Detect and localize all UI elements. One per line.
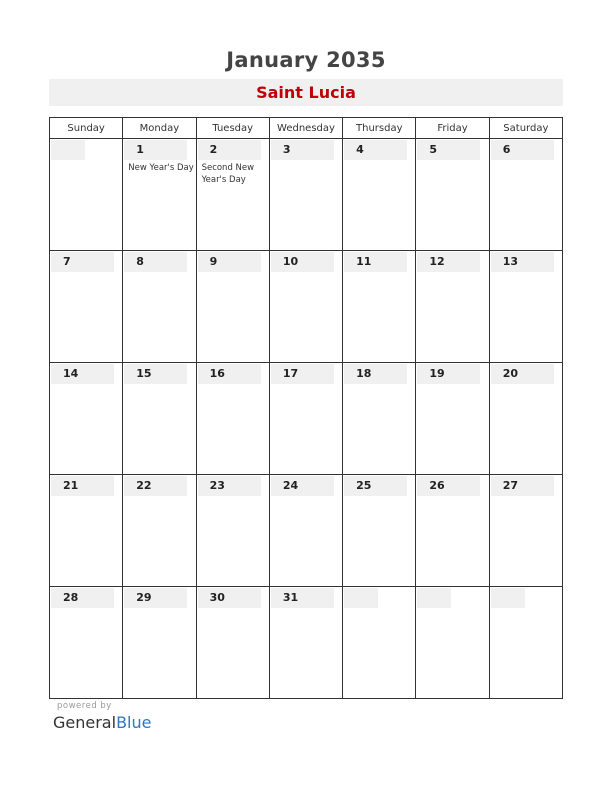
weekday-wednesday: Wednesday <box>269 118 342 139</box>
day-number: 2 <box>198 140 261 160</box>
day-number: 27 <box>491 476 554 496</box>
weekday-monday: Monday <box>123 118 196 139</box>
day-number: 9 <box>198 252 261 272</box>
day-cell <box>269 475 342 587</box>
week-row <box>50 475 563 587</box>
day-cell <box>416 475 489 587</box>
day-cell <box>50 251 123 363</box>
day-number: 14 <box>51 364 114 384</box>
powered-by-text: powered by <box>57 701 112 711</box>
day-number: 13 <box>491 252 554 272</box>
day-cell <box>269 363 342 475</box>
weekday-thursday: Thursday <box>343 118 416 139</box>
day-cell <box>123 363 196 475</box>
day-cell <box>489 139 562 251</box>
generalblue-logo <box>53 713 151 732</box>
day-number: 7 <box>51 252 114 272</box>
day-number: 6 <box>491 140 554 160</box>
day-cell <box>269 251 342 363</box>
day-number: 22 <box>124 476 187 496</box>
day-cell <box>343 139 416 251</box>
day-cell <box>123 139 196 251</box>
day-cell <box>416 139 489 251</box>
day-cell <box>269 587 342 699</box>
day-number: 18 <box>344 364 407 384</box>
day-cell <box>269 139 342 251</box>
day-cell <box>50 475 123 587</box>
day-number: 11 <box>344 252 407 272</box>
day-number: 5 <box>417 140 480 160</box>
logo-general-text: General <box>53 713 117 732</box>
week-row <box>50 363 563 475</box>
day-number: 12 <box>417 252 480 272</box>
day-number: 20 <box>491 364 554 384</box>
weekday-friday: Friday <box>416 118 489 139</box>
weekday-header-row <box>50 118 563 139</box>
logo-blue-text: Blue <box>116 713 152 732</box>
week-row <box>50 139 563 251</box>
day-cell <box>196 363 269 475</box>
day-number: 29 <box>124 588 187 608</box>
day-number: 31 <box>271 588 334 608</box>
calendar-body <box>50 139 563 699</box>
day-cell <box>489 363 562 475</box>
holiday-list <box>197 160 269 186</box>
day-cell <box>50 363 123 475</box>
day-number: 26 <box>417 476 480 496</box>
day-cell <box>50 587 123 699</box>
day-number: 19 <box>417 364 480 384</box>
day-number <box>51 140 85 160</box>
day-cell <box>343 475 416 587</box>
holiday-list <box>123 160 195 174</box>
day-cell <box>196 587 269 699</box>
holiday-label: New Year's Day <box>128 163 194 173</box>
day-cell <box>196 251 269 363</box>
day-number: 10 <box>271 252 334 272</box>
day-cell <box>343 587 416 699</box>
weekday-sunday: Sunday <box>50 118 123 139</box>
day-cell <box>416 251 489 363</box>
day-cell <box>489 587 562 699</box>
day-cell <box>123 475 196 587</box>
weekday-tuesday: Tuesday <box>196 118 269 139</box>
day-cell <box>489 475 562 587</box>
day-number: 3 <box>271 140 334 160</box>
day-number: 4 <box>344 140 407 160</box>
day-number: 25 <box>344 476 407 496</box>
calendar-grid <box>49 117 563 699</box>
weekday-saturday: Saturday <box>489 118 562 139</box>
day-cell <box>123 587 196 699</box>
day-number: 21 <box>51 476 114 496</box>
day-number <box>344 588 378 608</box>
day-cell <box>343 251 416 363</box>
day-cell <box>489 251 562 363</box>
holiday-label: Second New Year's Day <box>201 163 255 185</box>
day-cell <box>50 139 123 251</box>
day-number: 8 <box>124 252 187 272</box>
calendar-title: January 2035 <box>226 48 386 72</box>
day-number: 28 <box>51 588 114 608</box>
day-number: 30 <box>198 588 261 608</box>
day-cell <box>343 363 416 475</box>
day-cell <box>196 475 269 587</box>
day-number: 16 <box>198 364 261 384</box>
day-cell <box>416 363 489 475</box>
day-cell <box>196 139 269 251</box>
day-cell <box>123 251 196 363</box>
day-number <box>417 588 451 608</box>
day-cell <box>416 587 489 699</box>
day-number: 23 <box>198 476 261 496</box>
country-name: Saint Lucia <box>49 79 563 106</box>
week-row <box>50 587 563 699</box>
day-number: 1 <box>124 140 187 160</box>
day-number: 17 <box>271 364 334 384</box>
day-number: 15 <box>124 364 187 384</box>
day-number: 24 <box>271 476 334 496</box>
week-row <box>50 251 563 363</box>
day-number <box>491 588 525 608</box>
